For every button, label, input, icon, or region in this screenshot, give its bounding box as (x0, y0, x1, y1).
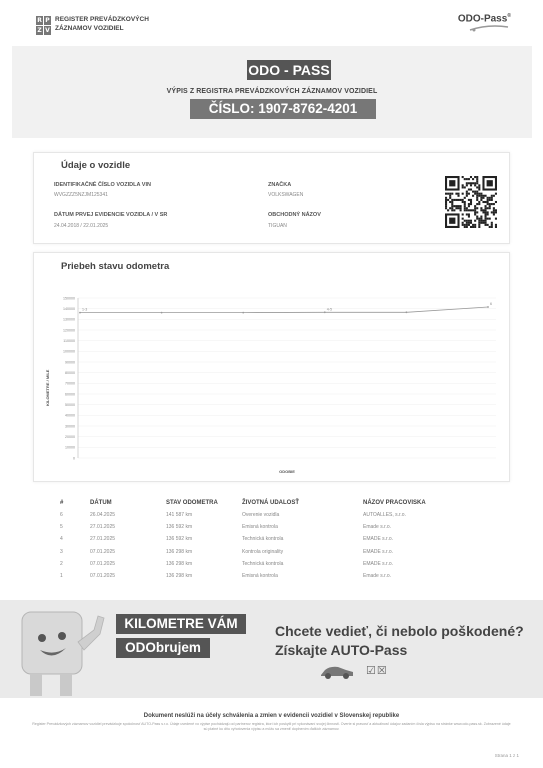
table-cell: Kontrola originality (242, 548, 284, 555)
col-header-workplace: NÁZOV PRACOVISKA (363, 500, 426, 506)
table-cell: AUTOALLES, s.r.o. (363, 512, 406, 518)
y-axis-ticks (63, 296, 75, 460)
odometer-series-line (80, 307, 488, 313)
point-label: 1-3 (82, 307, 88, 312)
table-cell: Technická kontrola (242, 536, 284, 543)
register-name: REGISTER PREVÁDZKOVÝCH ZÁZNAMOV VOZIDIEL (55, 16, 149, 32)
banner-question: Chcete vedieť, či nebolo poškodené? (275, 623, 524, 639)
y-tick-label: 40000 (65, 413, 75, 418)
document-title: ODO - PASS (248, 62, 330, 78)
col-header-event: ŽIVOTNÁ UDALOSŤ (242, 500, 299, 506)
col-header-index: # (60, 500, 64, 506)
y-tick-label: 70000 (65, 381, 75, 386)
point-label: 6 (490, 301, 492, 306)
data-point (406, 311, 408, 313)
table-cell: Emisná kontrola (242, 573, 278, 579)
point-label: 4-5 (326, 307, 333, 312)
disclaimer-body: Register Prevádzkových záznamov vozidiel prevádzkuje spoločnosť AUTO-Pass s.r.o. Údaje uvedené vo výpise pochádzajú od partnerov registra, ktorí ich poskytli pri vykonávaní svojej činnosti. Overte si pravosť a aktuálnosť údajov zadaním čísla výpisu na stránke www.odo-pass.sk. Zobrazené údaje sú platné ku dňu vyhotovenia výpisu a môžu sa zmeniť doplnením ďalších záznamov. (32, 722, 511, 731)
table-cell: EMADE s.r.o. (363, 536, 394, 543)
y-axis-label: KILOMETRE / MILE (45, 369, 50, 406)
model-label: OBCHODNÝ NÁZOV (268, 212, 321, 218)
first-registration-label: DÁTUM PRVEJ EVIDENCIE VOZIDLA / V SR (54, 212, 168, 218)
data-point (161, 312, 163, 314)
table-cell: EMADE s.r.o. (363, 560, 394, 567)
table-cell: 4 (60, 536, 63, 543)
table-row (52, 536, 502, 548)
data-point (487, 306, 489, 308)
qr-code-icon[interactable] (445, 176, 497, 228)
first-registration-value: 24.04.2018 / 22.01.2025 (54, 223, 109, 229)
y-tick-label: 100000 (63, 349, 75, 354)
disclaimer-title: Dokument neslúži na účely schválenia a zmien v evidencii vozidiel v Slovenskej republike (143, 713, 400, 719)
table-cell: 5 (60, 524, 63, 531)
odo-pass-logo: ODO-Pass® (458, 13, 511, 32)
brand-value: VOLKSWAGEN (268, 192, 304, 198)
table-cell: 136 592 km (166, 524, 193, 531)
data-point (242, 312, 244, 314)
y-tick-label: 0 (73, 456, 75, 461)
register-logo (36, 16, 149, 34)
table-row (52, 573, 502, 585)
y-tick-label: 50000 (65, 402, 75, 407)
y-tick-label: 150000 (63, 296, 75, 301)
table-row (52, 512, 502, 524)
table-cell: Technická kontrola (242, 560, 284, 567)
swoosh-icon (468, 24, 510, 32)
table-row (52, 549, 502, 561)
mascot-icon (14, 602, 110, 698)
data-point (324, 311, 326, 313)
odometer-chart (34, 253, 509, 481)
vin-label: IDENTIFIKAČNÉ ČÍSLO VOZIDLA VIN (54, 182, 151, 188)
checkbox-icons: ☑☒ (366, 665, 388, 677)
table-cell: 136 298 km (166, 548, 193, 555)
data-point (79, 312, 81, 314)
vehicle-card-title: Údaje o vozidle (61, 160, 131, 171)
table-cell: Emade s.r.o. (363, 573, 392, 579)
table-cell: 07.01.2025 (90, 573, 116, 579)
page-number: Strana 1 z 1 (494, 753, 519, 758)
table-cell: EMADE s.r.o. (363, 548, 394, 555)
table-cell: 27.01.2025 (90, 524, 116, 531)
y-tick-label: 10000 (65, 445, 75, 450)
hero-band (12, 46, 532, 138)
table-cell: 136 592 km (166, 536, 193, 543)
table-cell: Emade s.r.o. (363, 524, 392, 531)
table-cell: Emisná kontrola (242, 524, 278, 531)
y-tick-label: 30000 (65, 424, 75, 429)
y-tick-label: 120000 (63, 328, 75, 333)
table-cell: 07.01.2025 (90, 548, 116, 555)
banner-cta[interactable]: Získajte AUTO-Pass (275, 642, 408, 658)
table-cell: 6 (60, 512, 63, 518)
banner-headline-1: KILOMETRE VÁM (116, 614, 246, 634)
table-cell: Overenie vozidla (242, 512, 280, 518)
x-axis-label: ODOBIE (279, 469, 295, 474)
col-header-odometer: STAV ODOMETRA (166, 500, 218, 506)
y-tick-label: 130000 (63, 317, 75, 322)
y-tick-label: 80000 (65, 370, 75, 375)
y-tick-label: 20000 (65, 434, 75, 439)
rpzv-logo-icon: R P Z V (37, 17, 50, 34)
chart-title: Priebeh stavu odometra (61, 261, 170, 272)
col-header-date: DÁTUM (90, 500, 112, 506)
vehicle-card (33, 152, 510, 244)
chart-points (79, 302, 492, 314)
car-icon (318, 664, 356, 680)
table-cell: 2 (60, 560, 63, 567)
table-cell: 26.04.2025 (90, 512, 116, 518)
table-cell: 27.01.2025 (90, 536, 116, 543)
brand-label: ZNAČKA (268, 182, 292, 188)
table-row (52, 524, 502, 536)
table-cell: 3 (60, 548, 63, 555)
y-tick-label: 140000 (63, 306, 75, 311)
table-cell: 1 (60, 573, 63, 579)
table-cell: 136 298 km (166, 560, 193, 567)
table-cell: 07.01.2025 (90, 560, 116, 567)
table-cell: 141 587 km (166, 512, 193, 518)
table-cell: 136 298 km (166, 573, 193, 579)
document-subtitle: VÝPIS Z REGISTRA PREVÁDZKOVÝCH ZÁZNAMOV VOZIDIEL (166, 88, 378, 95)
odometer-chart-card (33, 252, 510, 482)
y-tick-label: 60000 (65, 392, 75, 397)
model-value: TIGUAN (268, 223, 287, 229)
document-number: ČÍSLO: 1907-8762-4201 (190, 99, 376, 119)
banner-headline-2: ODObrujem (116, 638, 210, 658)
chart-grid (78, 298, 496, 458)
page-header (0, 0, 543, 44)
y-tick-label: 90000 (65, 360, 75, 365)
vin-value: WVGZZZ5NZJM125341 (54, 192, 108, 198)
y-tick-label: 110000 (63, 338, 75, 343)
table-row (52, 561, 502, 573)
